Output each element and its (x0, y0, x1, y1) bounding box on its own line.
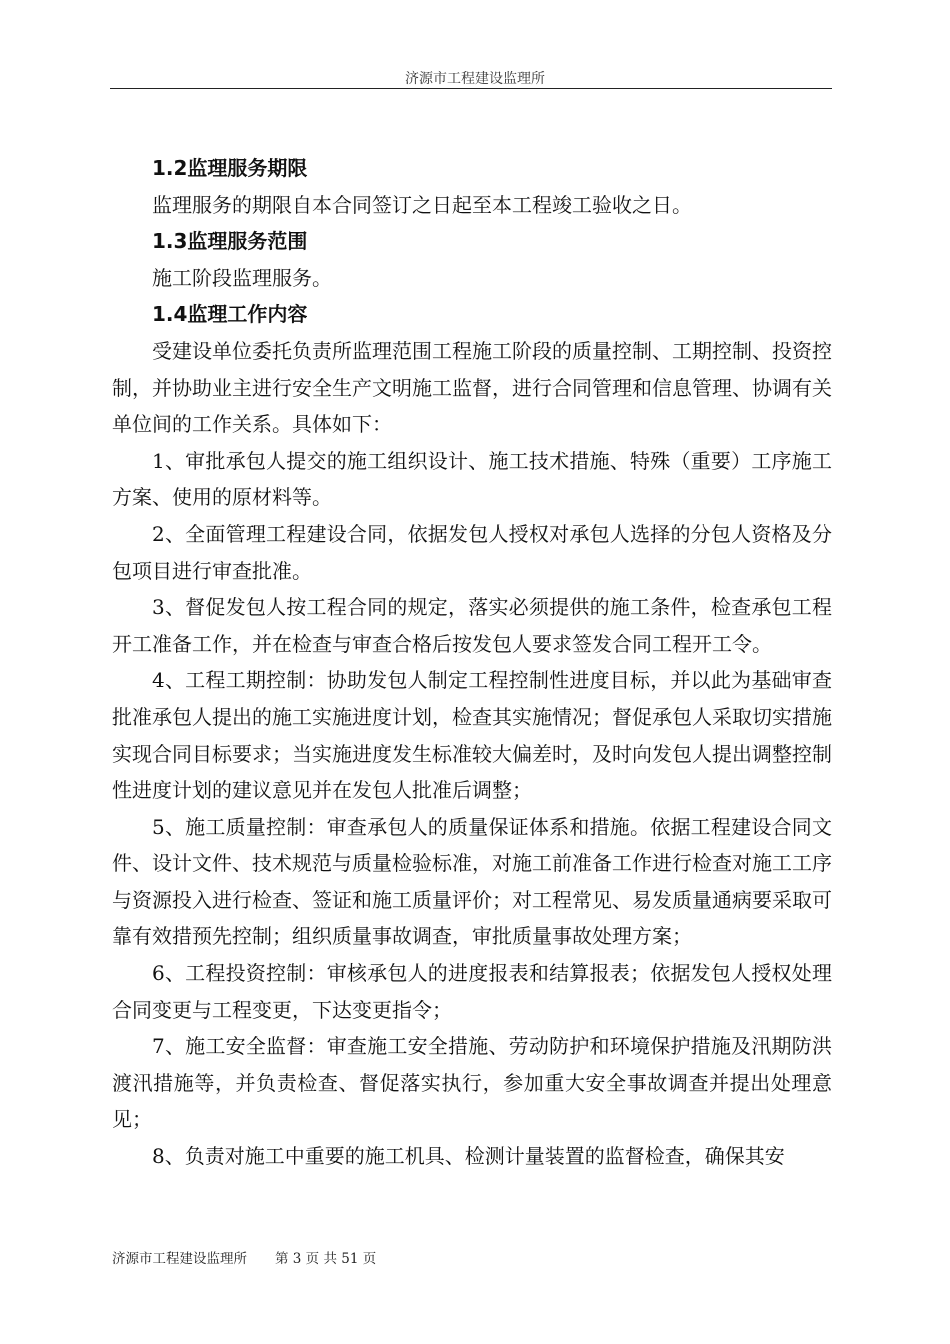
paragraph: 1、审批承包人提交的施工组织设计、施工技术措施、特殊（重要）工序施工方案、使用的原材料等。 (112, 448, 832, 510)
paragraph: 受建设单位委托负责所监理范围工程施工阶段的质量控制、工期控制、投资控制，并协助业主进行安全生产文明施工监督，进行合同管理和信息管理、协调有关单位间的工作关系。具体如下： (112, 338, 832, 437)
paragraph: 4、工程工期控制：协助发包人制定工程控制性进度目标，并以此为基础审查批准承包人提出的施工实施进度计划，检查其实施情况；督促承包人采取切实措施实现合同目标要求；当实施进度发生标准较大偏差时，及时向发包人提出调整控制性进度计划的建议意见并在发包人批准后调整； (112, 668, 832, 803)
paragraph: 2、全面管理工程建设合同，依据发包人授权对承包人选择的分包人资格及分包项目进行审查批准。 (112, 521, 832, 583)
paragraph: 3、督促发包人按工程合同的规定，落实必须提供的施工条件，检查承包工程开工准备工作，并在检查与审查合格后按发包人要求签发合同工程开工令。 (112, 595, 832, 656)
document-body (112, 150, 832, 1175)
paragraph: 6、工程投资控制：审核承包人的进度报表和结算报表；依据发包人授权处理合同变更与工程变更，下达变更指令； (112, 961, 832, 1022)
section-heading: 1.3监理服务范围 (152, 229, 308, 254)
section-heading: 1.4监理工作内容 (152, 302, 308, 327)
footer-org: 济源市工程建设监理所 (112, 1251, 247, 1267)
paragraph: 7、施工安全监督：审查施工安全措施、劳动防护和环境保护措施及汛期防洪渡汛措施等，并负责检查、督促落实执行，参加重大安全事故调查并提出处理意见； (112, 1034, 832, 1132)
page-header: 济源市工程建设监理所 (405, 71, 545, 87)
footer-page-number: 第 3 页 共 51 页 (275, 1251, 377, 1267)
paragraph: 8、负责对施工中重要的施工机具、检测计量装置的监督检查，确保其安 (152, 1144, 785, 1169)
page-footer (112, 1247, 404, 1267)
section-heading: 1.2监理服务期限 (152, 156, 308, 180)
paragraph: 监理服务的期限自本合同签订之日起至本工程竣工验收之日。 (152, 192, 692, 217)
paragraph: 施工阶段监理服务。 (152, 265, 332, 290)
paragraph: 5、施工质量控制：审查承包人的质量保证体系和措施。依据工程建设合同文件、设计文件、技术规范与质量检验标准，对施工前准备工作进行检查对施工工序与资源投入进行检查、签证和施工质量评价；对工程常见、易发质量通病要采取可靠有效措预先控制；组织质量事故调查，审批质量事故处理方案； (112, 814, 832, 949)
header-divider (110, 88, 832, 89)
